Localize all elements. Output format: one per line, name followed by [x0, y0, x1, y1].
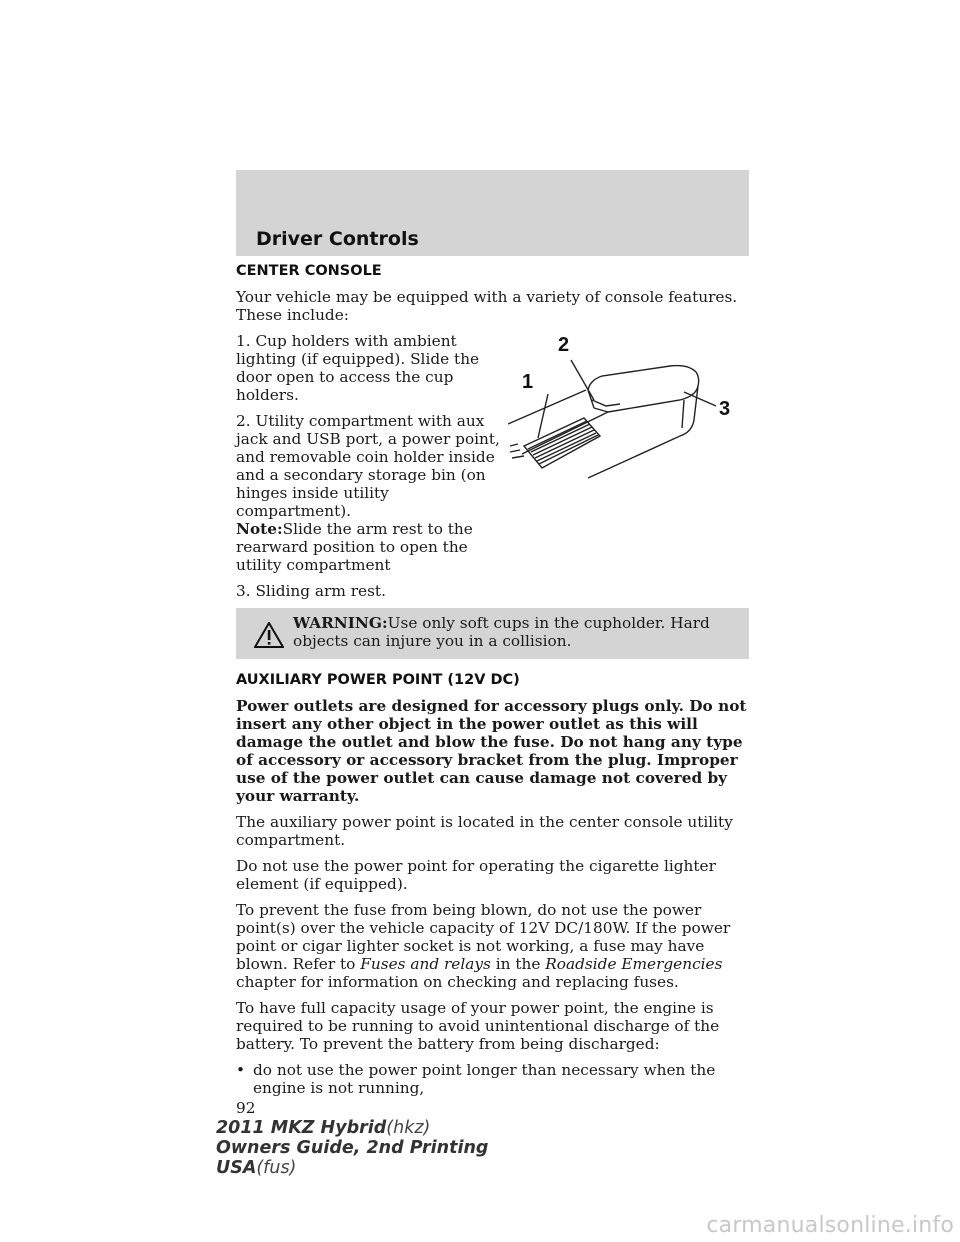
bullet-symbol: •	[236, 1061, 246, 1079]
list-item	[236, 1061, 749, 1097]
warning-text: Use only soft cups in the cupholder. Hard objects can injure you in a collision.	[293, 614, 710, 650]
note-label: Note:	[236, 520, 283, 538]
roadside-emergencies-reference: Roadside Emergencies	[545, 955, 723, 973]
power-point-capacity-note: To have full capacity usage of your power point, the engine is required to be running to avoid unintentional discharge of the battery. To prevent the battery from being discharged:	[236, 999, 720, 1053]
fuse-note-text-c: chapter for information on checking and replacing fuses.	[236, 973, 679, 991]
console-note	[236, 520, 504, 574]
callout-label-2: 2	[558, 334, 570, 356]
callout-label-1: 1	[522, 371, 534, 393]
bullet-text: do not use the power point longer than necessary when the engine is not running,	[253, 1061, 716, 1097]
console-item-2	[236, 412, 504, 520]
site-watermark: carmanualsonline.info	[706, 1213, 954, 1238]
footer-model: 2011 MKZ Hybrid	[216, 1118, 387, 1138]
note-text: Slide the arm rest to the rearward position to open the utility compartment	[236, 520, 473, 574]
console-feature-list	[236, 332, 504, 600]
console-figure-row	[236, 332, 749, 600]
page-number: 92	[236, 1099, 256, 1117]
chapter-header	[236, 170, 749, 256]
footer-market: USA	[216, 1158, 257, 1178]
fuses-relays-reference: Fuses and relays	[360, 955, 491, 973]
console-item-1: 1. Cup holders with ambient lighting (if equipped). Slide the door open to access the cup holders.	[236, 332, 480, 404]
page-content	[236, 262, 749, 1117]
footer-line-3	[216, 1158, 488, 1178]
center-console-illustration	[508, 328, 746, 488]
footer-model-code: (hkz)	[386, 1118, 431, 1138]
print-footer	[216, 1118, 488, 1178]
power-point-fuse-note	[236, 901, 749, 991]
chapter-title: Driver Controls	[256, 228, 419, 250]
power-point-caution: Power outlets are designed for accessory plugs only. Do not insert any other object in the power outlet as this will damage the outlet and blow the fuse. Do not hang any type of accessory or accessory bracket from the plug. Improper use of the power outlet can cause damage not covered by your warranty.	[236, 697, 747, 805]
center-console-intro: Your vehicle may be equipped with a variety of console features. These include:	[236, 288, 738, 324]
power-point-location: The auxiliary power point is located in the center console utility compartment.	[236, 813, 733, 849]
power-point-heading: AUXILIARY POWER POINT (12V DC)	[236, 672, 520, 688]
fuse-note-text-a: To prevent the fuse from being blown, do not use the power point(s) over the vehicle capacity of 12V DC/180W. If the power point or cigar lighter socket is not working, a fuse may have blown. Refer to	[236, 901, 731, 973]
footer-line-2: Owners Guide, 2nd Printing	[216, 1138, 489, 1158]
warning-label: WARNING:	[293, 614, 388, 632]
callout-label-3: 3	[719, 398, 731, 420]
console-item-2-text: 2. Utility compartment with aux jack and USB port, a power point, and removable coin holder inside and a secondary storage bin (on hinges inside utility compartment).	[236, 412, 500, 520]
footer-market-code: (fus)	[256, 1158, 297, 1178]
footer-line-1	[216, 1118, 488, 1138]
warning-triangle-icon	[254, 622, 284, 648]
power-point-lighter-note: Do not use the power point for operating the cigarette lighter element (if equipped).	[236, 857, 716, 893]
fuse-note-text-b: in the	[495, 955, 541, 973]
center-console-heading: CENTER CONSOLE	[236, 263, 382, 279]
console-item-3: 3. Sliding arm rest.	[236, 582, 386, 600]
warning-box	[236, 608, 749, 659]
